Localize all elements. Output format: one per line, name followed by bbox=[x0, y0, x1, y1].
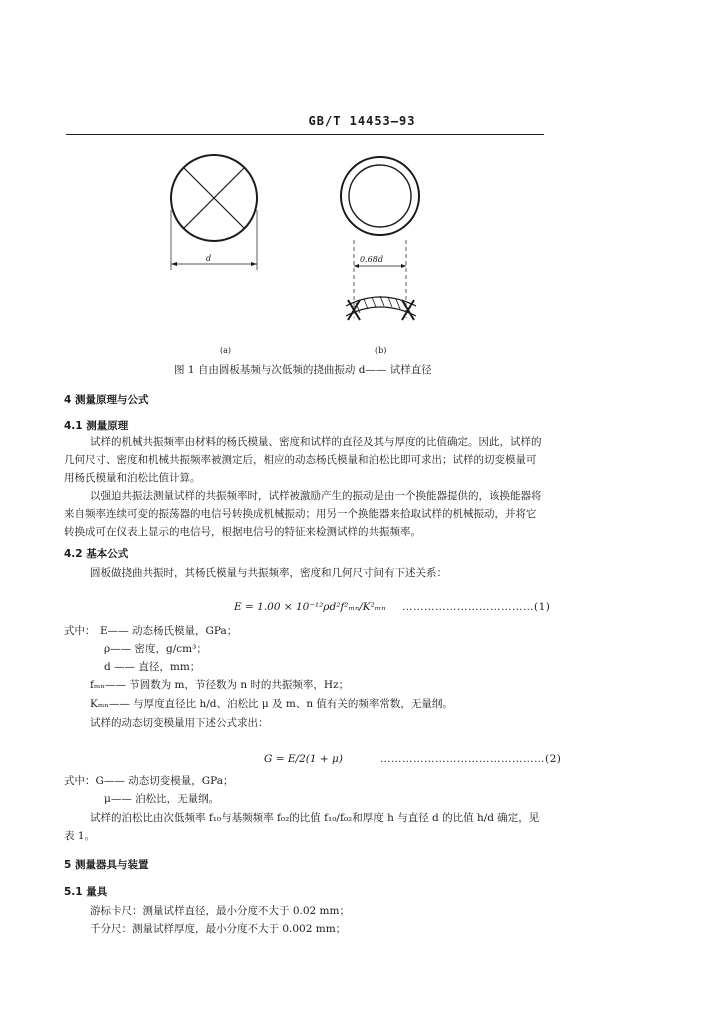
section-4-1-heading: 4.1 测量原理 bbox=[64, 420, 129, 432]
equation-2-number: ………………………………………(2) bbox=[380, 753, 562, 765]
plate-circle-b-outer bbox=[341, 157, 419, 235]
paragraph-line: 几何尺寸、密度和机械共振频率被测定后，相应的动态杨氏模量和泊松比即可求出；试样的切变模量可 bbox=[64, 454, 537, 466]
equation-1: E = 1.00 × 10⁻¹²ρd²f²ₘₙ/K²ₘₙ bbox=[234, 601, 386, 613]
paragraph-line: 表 1。 bbox=[64, 830, 96, 842]
symbol-definition: fₘₙ—— 节圆数为 m，节径数为 n 时的共振频率，Hz； bbox=[90, 679, 350, 691]
equation-1-number: ………………………………(1) bbox=[402, 601, 551, 613]
figure-b-diagram bbox=[330, 148, 430, 338]
paragraph-line: 试样的动态切变模量用下述公式求出： bbox=[90, 717, 269, 729]
section-4-heading: 4 测量原理与公式 bbox=[64, 394, 149, 406]
symbol-definition: ρ—— 密度，g/cm³； bbox=[104, 643, 207, 655]
where-prefix: 式中： bbox=[64, 625, 96, 637]
paragraph-line: 以强迫共振法测量试样的共振频率时，试样被激励产生的振动是由一个换能器提供的，该换能器将 bbox=[90, 490, 542, 502]
list-item: 千分尺：测量试样厚度，最小分度不大于 0.002 mm； bbox=[90, 923, 347, 935]
arrow-b-right bbox=[401, 264, 406, 268]
paragraph-line: 用杨氏模量和泊松比值计算。 bbox=[64, 472, 201, 484]
section-5-1-heading: 5.1 量具 bbox=[64, 886, 108, 898]
paragraph-line: 试样的机械共振频率由材料的杨氏模量、密度和试样的直径及其与厚度的比值确定。因此，试样的 bbox=[90, 436, 542, 448]
subfigure-label-a: (a) bbox=[220, 346, 232, 355]
symbol-definition: d —— 直径，mm； bbox=[104, 661, 201, 673]
dimension-label-b: 0.68d bbox=[360, 255, 383, 264]
symbol-definition: μ—— 泊松比，无量纲。 bbox=[104, 793, 220, 805]
arrow-right bbox=[251, 262, 257, 266]
header-rule bbox=[66, 134, 544, 135]
nodal-circle-b bbox=[349, 165, 411, 227]
arrow-b-left bbox=[354, 264, 359, 268]
arrow-left bbox=[171, 262, 177, 266]
section-5-heading: 5 测量器具与装置 bbox=[64, 859, 149, 871]
paragraph-line: 来自频率连续可变的振荡器的电信号转换成机械振动；用另一个换能器来拾取试样的机械振动，并将它 bbox=[64, 508, 537, 520]
standard-number: GB/T 14453—93 bbox=[308, 114, 416, 128]
paragraph-line: 试样的泊松比由次低频率 f₁₀与基频频率 f₀₂的比值 f₁₀/f₀₂和厚度 h 与直径 d 的比值 h/d 确定，见 bbox=[90, 812, 540, 824]
paragraph-line: 圆板做挠曲共振时，其杨氏模量与共振频率，密度和几何尺寸间有下述关系： bbox=[90, 567, 447, 579]
equation-2: G = E/2(1 + μ) bbox=[264, 753, 343, 765]
section-4-2-heading: 4.2 基本公式 bbox=[64, 548, 129, 560]
figure-a-diagram bbox=[160, 150, 270, 275]
symbol-definition: Kₘₙ—— 与厚度直径比 h/d、泊松比 μ 及 m、n 值有关的频率常数，无量纲。 bbox=[90, 698, 453, 710]
figure-caption: 图 1 自由圆板基频与次低频的挠曲振动 d—— 试样直径 bbox=[174, 364, 432, 376]
symbol-definition: 式中：G—— 动态切变模量，GPa； bbox=[64, 775, 234, 787]
subfigure-label-b: (b) bbox=[375, 346, 387, 355]
paragraph-line: 转换成可在仪表上显示的电信号，根据电信号的特征来检测试样的共振频率。 bbox=[64, 526, 421, 538]
symbol-definition: E—— 动态杨氏模量，GPa； bbox=[100, 625, 238, 637]
dimension-label-a: d bbox=[206, 254, 212, 263]
list-item: 游标卡尺：测量试样直径，最小分度不大于 0.02 mm； bbox=[90, 905, 350, 917]
